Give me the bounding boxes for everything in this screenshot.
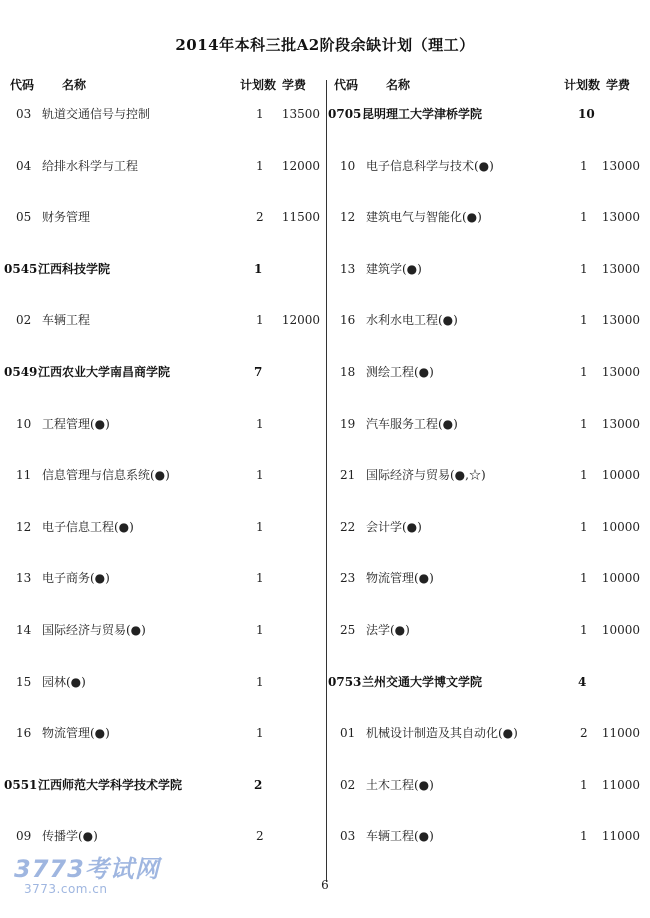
row-name: 建筑电气与智能化(●) (366, 210, 482, 225)
row-code: 19 (340, 416, 356, 431)
row-plan: 1 (580, 365, 588, 379)
header-plan: 计划数 (240, 78, 277, 92)
header-code: 代码 (10, 78, 35, 92)
row-code: 13 (16, 571, 32, 586)
page-number: 6 (321, 878, 329, 892)
row-code: 15 (16, 674, 32, 689)
row-plan: 1 (256, 674, 264, 689)
row-plan: 1 (256, 571, 264, 586)
row-name: 电子信息工程(●) (42, 519, 134, 534)
row-plan: 4 (578, 674, 587, 689)
row-plan: 1 (256, 158, 264, 173)
row-plan: 7 (254, 365, 263, 379)
header-fee: 学费 (282, 78, 307, 92)
row-name: 财务管理 (42, 210, 91, 225)
header-fee: 学费 (606, 78, 631, 92)
row-plan: 1 (580, 571, 588, 586)
row-code: 16 (16, 726, 32, 741)
major-row (334, 825, 640, 847)
row-name: 物流管理(●) (42, 726, 110, 741)
header-code: 代码 (334, 78, 359, 92)
row-name: 国际经济与贸易(●) (42, 623, 146, 637)
major-row (10, 722, 320, 744)
row-plan: 1 (256, 623, 264, 637)
row-fee: 11000 (601, 777, 640, 792)
row-plan: 1 (580, 416, 588, 431)
major-row (10, 516, 320, 538)
row-plan: 1 (580, 158, 588, 173)
major-row (334, 567, 640, 589)
major-row (10, 464, 320, 486)
watermark-url: 3773.com.cn (24, 882, 108, 896)
row-fee: 13000 (601, 416, 640, 431)
row-code: 03 (16, 107, 32, 121)
major-row (10, 155, 320, 177)
row-fee: 11500 (281, 210, 320, 225)
row-fee: 12000 (281, 313, 320, 328)
row-code: 16 (340, 313, 356, 328)
major-row (334, 206, 640, 228)
row-fee: 13000 (601, 261, 640, 276)
row-fee: 10000 (601, 623, 640, 637)
row-plan: 1 (580, 261, 588, 276)
row-plan: 1 (580, 829, 588, 844)
row-code: 01 (340, 726, 356, 741)
row-name: 园林(●) (42, 674, 86, 689)
row-fee: 10000 (601, 571, 640, 586)
row-plan: 1 (580, 623, 588, 637)
row-code: 11 (16, 468, 32, 483)
row-fee: 12000 (281, 158, 320, 173)
row-code: 10 (340, 158, 356, 173)
header-name: 名称 (62, 78, 87, 92)
major-row (10, 671, 320, 693)
school-row (328, 103, 640, 125)
school-row (4, 774, 320, 796)
row-plan: 1 (580, 210, 588, 225)
row-name: 电子商务(●) (42, 571, 110, 586)
row-plan: 1 (580, 519, 588, 534)
row-name: 给排水科学与工程 (42, 158, 139, 173)
major-row (334, 309, 640, 331)
row-code: 04 (16, 158, 32, 173)
row-name: 会计学(●) (366, 519, 422, 534)
row-name: 江西科技学院 (38, 261, 111, 276)
row-name: 江西农业大学南昌商学院 (38, 365, 171, 379)
row-name: 法学(●) (366, 623, 410, 637)
major-row (334, 464, 640, 486)
row-plan: 1 (254, 261, 263, 276)
row-plan: 2 (256, 829, 264, 844)
row-name: 工程管理(●) (42, 416, 110, 431)
row-code: 0549 (4, 365, 38, 379)
column-divider (326, 80, 327, 882)
row-plan: 1 (256, 107, 264, 121)
major-row (10, 206, 320, 228)
major-row (10, 103, 320, 125)
row-fee: 13000 (601, 158, 640, 173)
row-name: 轨道交通信号与控制 (42, 107, 151, 121)
row-name: 测绘工程(●) (366, 365, 434, 379)
row-code: 21 (340, 468, 356, 483)
major-row (334, 516, 640, 538)
row-plan: 1 (256, 313, 264, 328)
row-plan: 1 (256, 468, 264, 483)
major-row (334, 619, 640, 641)
row-code: 12 (16, 519, 32, 534)
row-fee: 10000 (601, 519, 640, 534)
row-code: 09 (16, 829, 32, 844)
row-name: 兰州交通大学博文学院 (362, 674, 483, 689)
row-name: 汽车服务工程(●) (366, 416, 458, 431)
row-name: 车辆工程(●) (366, 829, 434, 844)
school-row (4, 258, 320, 280)
row-name: 车辆工程 (42, 313, 91, 328)
row-plan: 1 (256, 519, 264, 534)
row-fee: 13000 (601, 210, 640, 225)
major-row (334, 155, 640, 177)
row-code: 14 (16, 623, 32, 637)
row-fee: 10000 (601, 468, 640, 483)
header-name: 名称 (386, 78, 411, 92)
row-fee: 11000 (601, 829, 640, 844)
row-code: 05 (16, 210, 32, 225)
row-name: 水利水电工程(●) (366, 313, 458, 328)
row-name: 机械设计制造及其自动化(●) (366, 726, 518, 741)
page-title: 2014年本科三批A2阶段余缺计划（理工） (175, 36, 475, 54)
row-code: 25 (340, 623, 356, 637)
row-code: 0545 (4, 261, 38, 276)
row-code: 02 (16, 313, 32, 328)
major-row (10, 413, 320, 435)
school-row (4, 361, 320, 383)
watermark-title: 3773考试网 (14, 855, 160, 883)
row-code: 0705 (328, 107, 362, 121)
row-plan: 10 (578, 107, 595, 121)
major-row (334, 722, 640, 744)
row-code: 13 (340, 261, 356, 276)
row-code: 18 (340, 365, 356, 379)
row-name: 传播学(●) (42, 829, 98, 844)
row-name: 物流管理(●) (366, 571, 434, 586)
row-code: 12 (340, 210, 356, 225)
major-row (334, 361, 640, 383)
row-fee: 13000 (601, 365, 640, 379)
row-code: 02 (340, 777, 356, 792)
major-row (334, 258, 640, 280)
major-row (10, 619, 320, 641)
row-code: 03 (340, 829, 356, 844)
row-plan: 2 (580, 726, 588, 741)
watermark-logo (14, 856, 160, 896)
row-code: 0551 (4, 777, 38, 792)
row-plan: 1 (580, 777, 588, 792)
row-code: 10 (16, 416, 32, 431)
row-name: 昆明理工大学津桥学院 (362, 107, 483, 121)
major-row (334, 413, 640, 435)
major-row (334, 774, 640, 796)
row-plan: 2 (254, 777, 263, 792)
row-name: 土木工程(●) (366, 777, 434, 792)
row-plan: 1 (256, 416, 264, 431)
row-code: 0753 (328, 674, 362, 689)
row-name: 信息管理与信息系统(●) (42, 468, 170, 483)
row-plan: 1 (256, 726, 264, 741)
major-row (10, 567, 320, 589)
row-name: 电子信息科学与技术(●) (366, 158, 494, 173)
row-name: 建筑学(●) (366, 261, 422, 276)
row-name: 国际经济与贸易(●,☆) (366, 468, 486, 483)
header-plan: 计划数 (564, 78, 601, 92)
major-row (10, 309, 320, 331)
row-name: 江西师范大学科学技术学院 (38, 777, 183, 792)
school-row (328, 671, 640, 693)
row-fee: 11000 (601, 726, 640, 741)
row-fee: 13000 (601, 313, 640, 328)
row-code: 23 (340, 571, 356, 586)
row-code: 22 (340, 519, 356, 534)
row-plan: 2 (256, 210, 264, 225)
row-fee: 13500 (281, 107, 320, 121)
row-plan: 1 (580, 313, 588, 328)
major-row (10, 825, 320, 847)
row-plan: 1 (580, 468, 588, 483)
